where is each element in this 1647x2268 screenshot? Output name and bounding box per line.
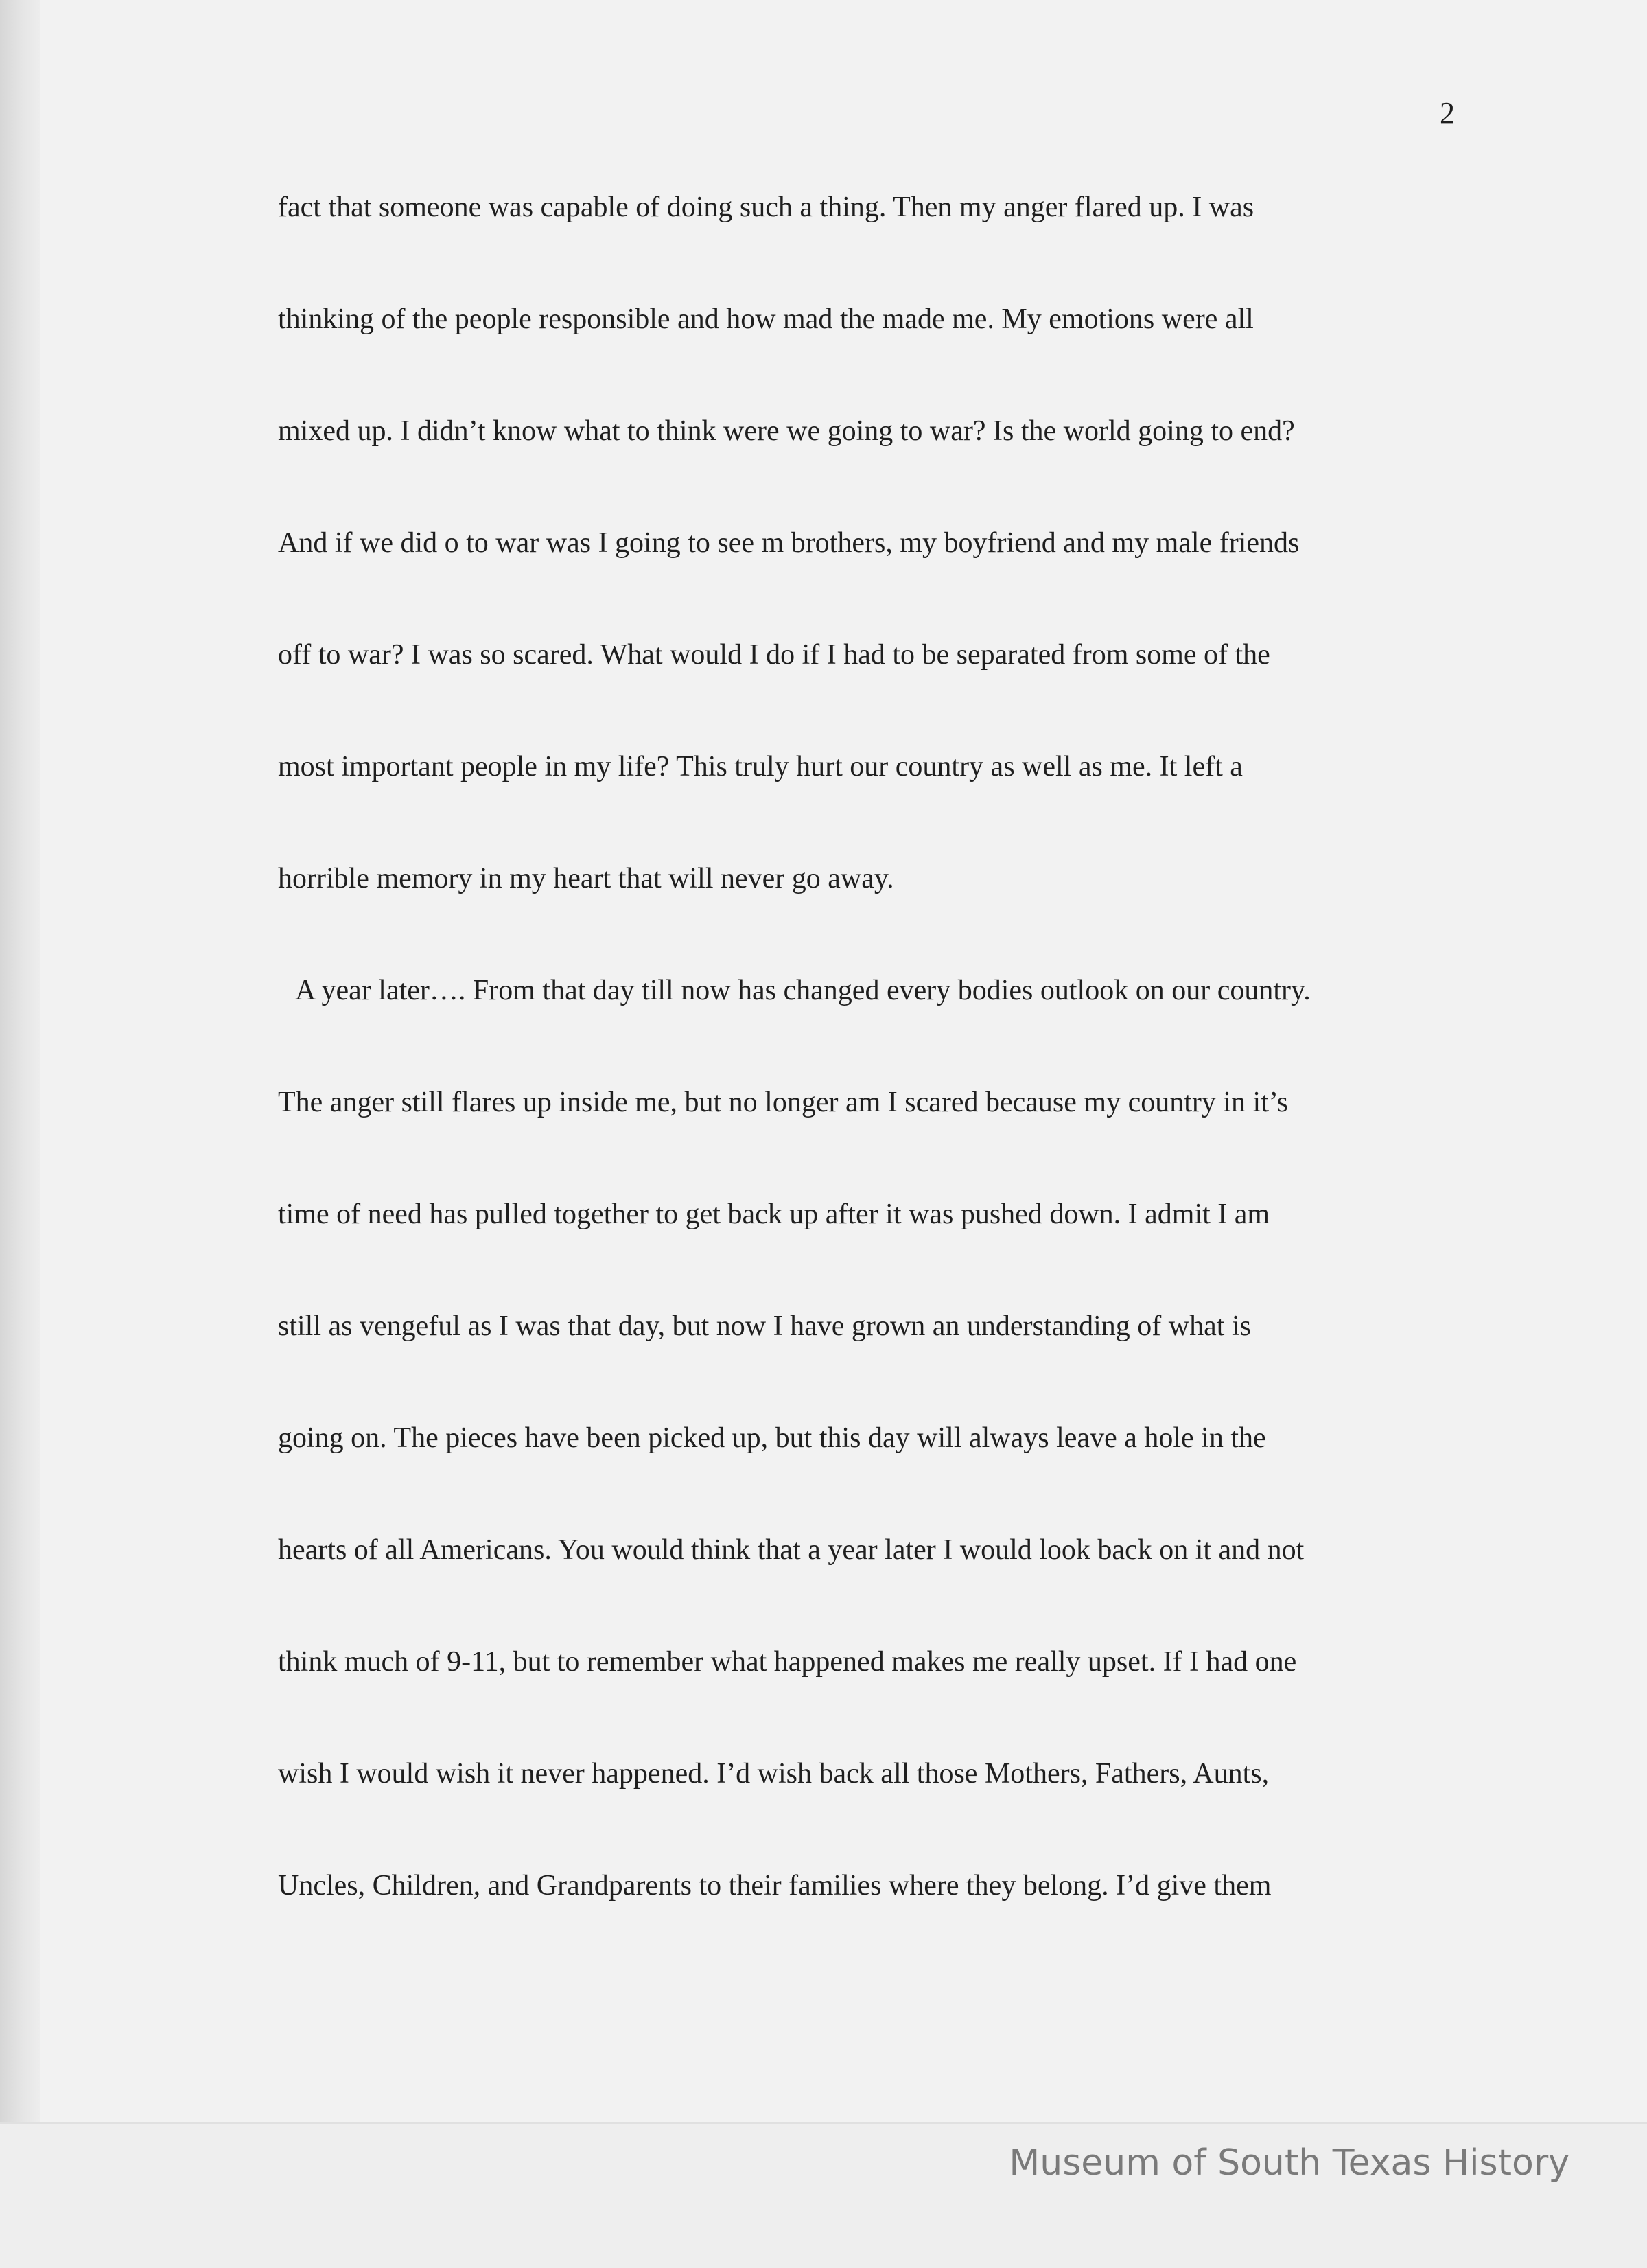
text-line: fact that someone was capable of doing such a thing. Then my anger flared up. I was xyxy=(278,192,1254,223)
text-line: most important people in my life? This truly hurt our country as well as me. It left a xyxy=(278,751,1243,783)
text-line: A year later…. From that day till now has changed every bodies outlook on our country. xyxy=(295,975,1311,1006)
text-line: The anger still flares up inside me, but no longer am I scared because my country in it’s xyxy=(278,1087,1288,1118)
text-line: going on. The pieces have been picked up, but this day will always leave a hole in the xyxy=(278,1422,1266,1454)
text-line: still as vengeful as I was that day, but now I have grown an understanding of what is xyxy=(278,1310,1251,1342)
text-line: hearts of all Americans. You would think that a year later I would look back on it and not xyxy=(278,1534,1305,1566)
text-line: think much of 9-11, but to remember what happened makes me really upset. If I had one xyxy=(278,1646,1297,1678)
page-number: 2 xyxy=(1440,96,1455,130)
text-line: mixed up. I didn’t know what to think were we going to war? Is the world going to end? xyxy=(278,415,1295,447)
scan-left-edge xyxy=(0,0,40,2267)
text-line: off to war? I was so scared. What would I do if I had to be separated from some of the xyxy=(278,639,1270,671)
text-line: Uncles, Children, and Grandparents to their families where they belong. I’d give them xyxy=(278,1870,1272,1901)
text-line: thinking of the people responsible and how mad the made me. My emotions were all xyxy=(278,303,1254,335)
text-line: horrible memory in my heart that will never go away. xyxy=(278,863,894,894)
text-line: time of need has pulled together to get back up after it was pushed down. I admit I am xyxy=(278,1199,1270,1230)
text-line: And if we did o to war was I going to see m brothers, my boyfriend and my male friends xyxy=(278,527,1300,559)
museum-watermark: Museum of South Texas History xyxy=(1009,2142,1569,2184)
text-line: wish I would wish it never happened. I’d wish back all those Mothers, Fathers, Aunts, xyxy=(278,1758,1270,1790)
document-body xyxy=(278,183,1458,1974)
